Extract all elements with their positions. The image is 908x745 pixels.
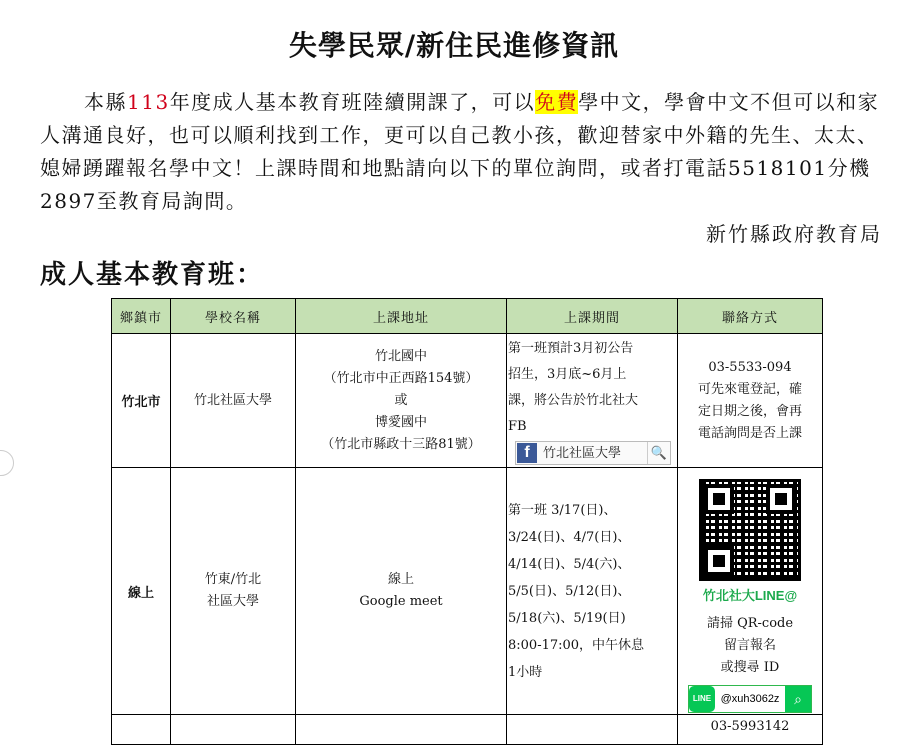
period-line: 招生，3月底~6月上 xyxy=(508,367,627,382)
table-row xyxy=(112,334,823,468)
county-cell: 竹北市 xyxy=(112,334,171,468)
header-county: 鄉鎮市 xyxy=(112,299,171,334)
address-line: （竹北市中正西路154號） xyxy=(323,370,479,386)
qr-code xyxy=(699,479,801,581)
header-period: 上課期間 xyxy=(507,299,678,334)
section-title: 成人基本教育班： xyxy=(40,260,265,290)
contact-cell xyxy=(678,334,823,468)
period-line: 第一班 3/17(日)、 xyxy=(508,502,617,518)
school-cell xyxy=(171,715,296,745)
period-line: 5/5(日)、5/12(日)、 xyxy=(508,583,631,599)
class-table xyxy=(111,298,823,745)
period-cell xyxy=(507,334,678,468)
school-line: 社區大學 xyxy=(206,594,259,609)
qr-finder-pattern xyxy=(766,484,796,514)
intro-text-1: 本縣 xyxy=(84,90,127,114)
qr-finder-pattern xyxy=(704,484,734,514)
contact-cell xyxy=(678,468,823,715)
contact-line: 電話詢問是否上課 xyxy=(697,425,802,441)
table-header-row xyxy=(112,299,823,334)
period-line: 5/18(六)、5/19(日) xyxy=(508,610,626,626)
free-highlight: 免費 xyxy=(535,90,579,114)
line-search-widget[interactable] xyxy=(688,685,812,713)
intro-text-3: 學中文，學會中文不但可以和家人溝通良好，也可以順利找到工作，更可以自己教小孩，歡迎替家中外籍的先生、太太、媳婦踴躍報名學中文！上課時間和地點請向以下的單位詢問，或者打電話5518101分機2897至教育局詢問。 xyxy=(40,90,880,213)
period-line: 3/24(日)、4/7(日)、 xyxy=(508,529,631,545)
header-address: 上課地址 xyxy=(296,299,507,334)
intro-text-2: 年度成人基本教育班陸續開課了，可以 xyxy=(169,90,536,114)
contact-line: 定日期之後，會再 xyxy=(697,403,802,419)
address-line: 竹北國中 xyxy=(374,348,427,364)
period-line: 第一班預計3月初公告 xyxy=(508,341,634,356)
intro-paragraph xyxy=(40,86,882,218)
address-line: 或 xyxy=(394,392,408,408)
document-title: 失學民眾/新住民進修資訊 xyxy=(288,29,620,62)
facebook-icon: f xyxy=(517,443,537,463)
address-line: 博愛國中 xyxy=(374,414,427,430)
period-line: 4/14(日)、5/4(六)、 xyxy=(508,556,631,572)
address-cell xyxy=(296,334,507,468)
contact-line: 請掃 QR-code xyxy=(706,616,794,631)
facebook-page-label: 竹北社區大學 xyxy=(543,445,622,460)
period-cell xyxy=(507,468,678,715)
address-cell xyxy=(296,715,507,745)
school-cell: 竹北社區大學 xyxy=(171,334,296,468)
period-line: 課，將公告於竹北社大 xyxy=(508,393,639,408)
facebook-search-widget[interactable] xyxy=(515,441,671,465)
period-line: FB xyxy=(508,419,527,434)
header-contact: 聯絡方式 xyxy=(678,299,823,334)
line-app-icon: LINE xyxy=(689,686,715,712)
contact-cell: 03-5993142 xyxy=(678,715,823,745)
side-scroll-button[interactable] xyxy=(0,450,14,476)
qr-label: 竹北社大LINE@ xyxy=(702,588,798,603)
qr-finder-pattern xyxy=(704,546,734,576)
year-text: 113 xyxy=(127,90,170,114)
period-line: 1小時 xyxy=(508,664,543,680)
address-cell xyxy=(296,468,507,715)
contact-phone: 03-5533-094 xyxy=(708,359,792,375)
period-line: 8:00-17:00，中午休息 xyxy=(508,637,645,653)
table-row xyxy=(112,468,823,715)
address-line: Google meet xyxy=(359,594,443,609)
signature: 新竹縣政府教育局 xyxy=(706,222,882,246)
period-cell xyxy=(507,715,678,745)
county-cell xyxy=(112,715,171,745)
search-icon[interactable]: ⌕ xyxy=(785,686,811,712)
address-line: （竹北市縣政十三路81號） xyxy=(321,436,481,452)
contact-line: 可先來電登記，確 xyxy=(697,381,802,397)
contact-line: 或搜尋 ID xyxy=(720,660,780,675)
table-row xyxy=(112,715,823,745)
school-cell xyxy=(171,468,296,715)
school-line: 竹東/竹北 xyxy=(204,572,262,587)
line-id-text: @xuh3062z xyxy=(720,693,780,705)
search-icon[interactable]: 🔍 xyxy=(647,442,670,464)
address-line: 線上 xyxy=(387,572,414,587)
county-cell: 線上 xyxy=(112,468,171,715)
contact-line: 留言報名 xyxy=(723,638,776,653)
header-school: 學校名稱 xyxy=(171,299,296,334)
